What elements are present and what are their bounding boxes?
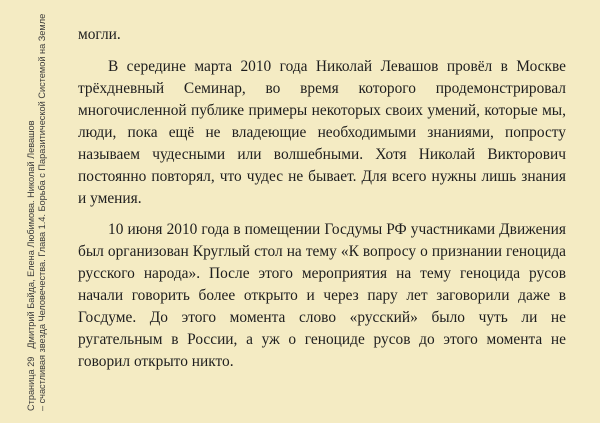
paragraph-1: В середине марта 2010 года Николай Левашов провёл в Москве трёхдневный Семинар, во время которого продемонстрировал многочисленной публике примеры некоторых своих умений, которые мы, люди, пока ещё не владеющие необходимыми знаниями, попросту называем чудесными или волшебными. Хотя Николай Викторович постоянно повторял, что чудес не бывает. Для всего нужны лишь знания и умения. (78, 58, 566, 207)
book-authors: Дмитрий Байда, Елена Любимова. Николай Левашов (26, 120, 36, 349)
caption-line-1 (26, 11, 37, 411)
continuation-text: могли. (78, 26, 121, 43)
main-text (78, 24, 566, 373)
sidebar-caption (2, 0, 48, 423)
rotated-caption (26, 11, 47, 411)
caption-line-2: – счастливая звезда Человечества. Глава 1.4. Борьба с Паразитической Системой на Земле (36, 13, 47, 411)
paragraph-2: 10 июня 2010 года в помещении Госдумы РФ участниками Движения был организован Круглый стол на тему «К вопросу о признании геноцида русского народа». После этого мероприятия на тему геноцида русов начали говорить более открыто и через пару лет заговорили даже в Госдуме. До этого момента слово «русский» было чуть ли не ругательным в России, а уж о геноциде русов до этого момента не говорил открыто никто. (78, 221, 566, 370)
page-number: Страница 29 (26, 356, 36, 411)
